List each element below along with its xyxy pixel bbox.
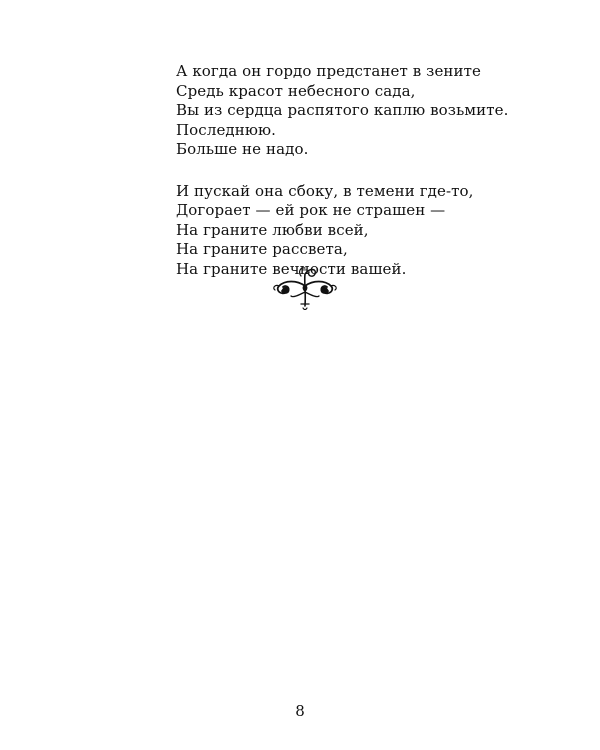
poem-line: На граните любви всей, [176,220,369,239]
stanza-1 [176,62,536,160]
stanza-2 [176,182,536,280]
poem-line: На граните рассвета, [176,240,348,258]
poem-line: Больше не надо. [176,140,309,158]
poem-line: Вы из сердца распятого каплю возьмите. [176,101,509,119]
poem-line: Догорает — ей рок не страшен — [176,201,446,219]
poem-line: На граните вечности вашей. [176,259,407,278]
poem-line: А когда он гордо предстанет в зените [176,62,481,80]
poem-line: Последнюю. [176,120,277,139]
page-number: 8 [295,702,305,720]
flourish-ornament-icon [265,262,345,314]
poem-line: И пускай она сбоку, в темени где-то, [176,181,474,200]
poem [176,62,536,301]
poem-line: Средь красот небесного сада, [176,81,416,100]
